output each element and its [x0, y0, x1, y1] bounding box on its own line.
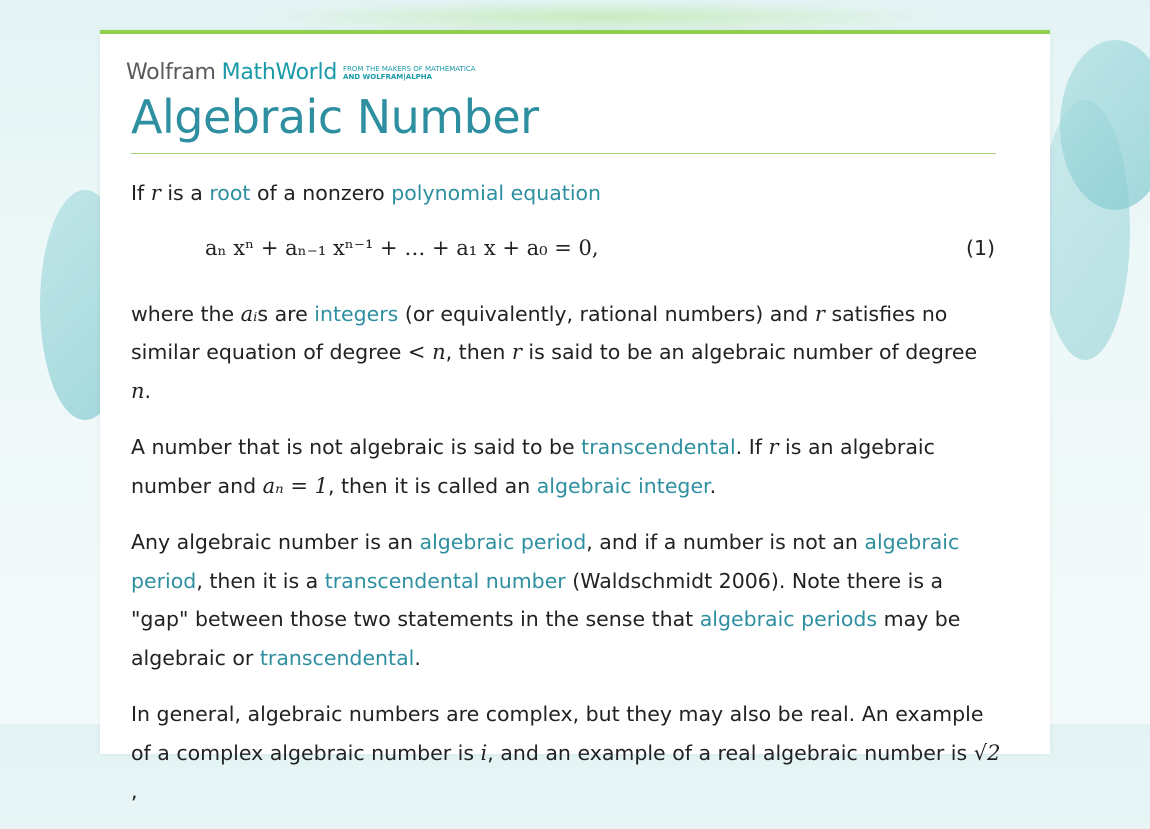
math-inline: r	[814, 301, 825, 326]
link-root[interactable]: root	[209, 181, 251, 205]
text: In general, algebraic numbers are complex, but they may also be real. An example of a complex algebraic number is	[131, 702, 984, 765]
text: If	[131, 181, 151, 205]
text: ,	[131, 779, 138, 803]
math-inline: < n	[407, 340, 446, 364]
text: where the	[131, 301, 241, 326]
text: of a nonzero	[250, 181, 392, 205]
equation-number: (1)	[965, 235, 995, 260]
text: , then it is called an	[327, 473, 537, 498]
header-glow	[250, 0, 950, 34]
link-algebraic-period[interactable]: algebraic period	[419, 530, 587, 554]
link-polynomial-equation[interactable]: polynomial equation	[391, 181, 602, 205]
logo-mathworld: MathWorld	[221, 60, 338, 85]
equation-1	[131, 225, 1001, 283]
math-inline: r	[511, 340, 522, 364]
article-card	[100, 30, 1050, 803]
text: s are	[257, 301, 315, 326]
text: , and an example of a real algebraic number is	[487, 740, 974, 765]
text: , then it is a	[196, 568, 325, 593]
text: (Waldschmidt 2006). Note there is a "gap" between those two statements in the sense that	[131, 568, 944, 631]
link-algebraic-period[interactable]: algebraic period	[131, 530, 960, 593]
text: is an algebraic number and	[131, 435, 935, 498]
link-transcendental[interactable]: transcendental	[259, 645, 415, 670]
mathworld-logo[interactable]	[126, 60, 476, 85]
decorative-formula-background-right	[1050, 40, 1150, 520]
text: satisfies no similar equation of degree	[131, 301, 948, 364]
page-title: Algebraic Number	[131, 90, 539, 144]
math-inline: n	[131, 378, 145, 403]
paragraph	[131, 295, 1001, 411]
logo-wolfram: Wolfram	[126, 60, 216, 85]
math-inline: r	[768, 435, 779, 459]
paragraph	[131, 695, 1001, 811]
text: may be algebraic or	[131, 607, 961, 670]
text: Any algebraic number is an	[131, 530, 420, 554]
math-inline: √2	[973, 740, 1001, 765]
paragraph	[131, 174, 1001, 213]
math-inline: r	[150, 181, 161, 205]
math-inline: i	[480, 740, 488, 765]
text: , then	[445, 340, 512, 364]
paragraph	[131, 428, 1001, 505]
text: . If	[735, 435, 769, 459]
link-algebraic-periods[interactable]: algebraic periods	[699, 607, 878, 631]
link-integers[interactable]: integers	[314, 301, 399, 326]
link-transcendental[interactable]: transcendental	[581, 435, 736, 459]
logo-tagline: FROM THE MAKERS OF MATHEMATICA AND WOLFRAM|ALPHA	[343, 65, 476, 81]
math-inline: aₙ = 1	[262, 473, 328, 498]
text: .	[414, 645, 421, 670]
decorative-formula-background-left	[0, 80, 100, 380]
text: .	[709, 473, 717, 498]
math-inline: aᵢ	[240, 301, 258, 326]
equation-formula: aₙ xⁿ + aₙ₋₁ xⁿ⁻¹ + … + a₁ x + a₀ = 0,	[205, 235, 599, 260]
text: .	[144, 378, 152, 403]
article-body	[131, 174, 1001, 829]
text: (or equivalently, rational numbers) and	[398, 301, 815, 326]
text: is said to be an algebraic number of degree	[521, 340, 978, 364]
paragraph	[131, 523, 1001, 677]
text: is a	[160, 181, 210, 205]
link-transcendental-number[interactable]: transcendental number	[324, 568, 566, 593]
title-divider	[131, 153, 996, 154]
text: , and if a number is not an	[586, 530, 865, 554]
text: A number that is not algebraic is said to be	[131, 435, 582, 459]
link-algebraic-integer[interactable]: algebraic integer	[536, 473, 710, 498]
